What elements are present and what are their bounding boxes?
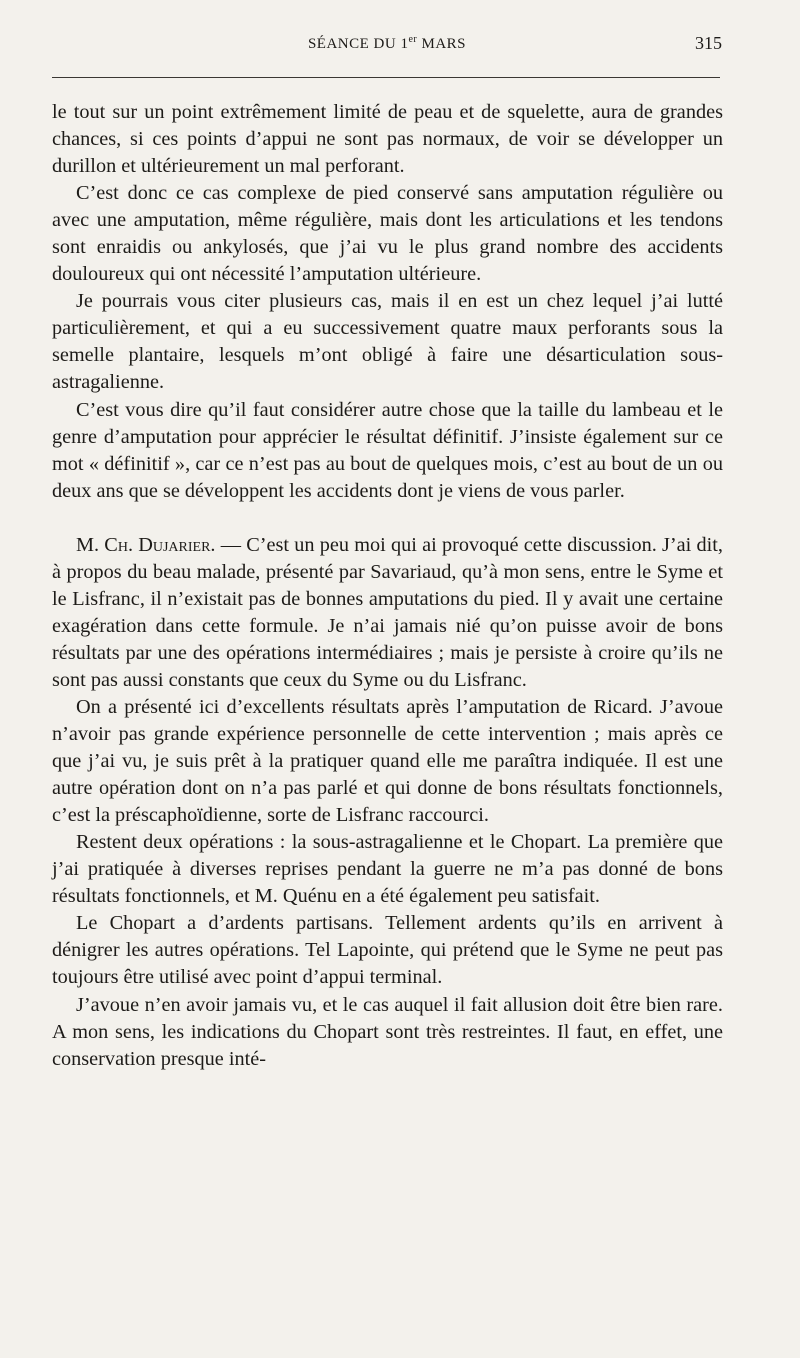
paragraph: On a présenté ici d’excellents résultats après l’amputation de Ricard. J’avoue n’avoir pas grande expérience personnelle de cette intervention ; mais après ce que j’ai vu, je suis prêt à la pratiquer quand elle me paraîtra indiquée. Il est une autre opération dont on n’a pas parlé et qui donne de bons résultats fonctionnels, c’est la préscaphoïdienne, sorte de Lisfranc raccourci. — [52, 695, 723, 827]
title-suffix: MARS — [417, 36, 467, 52]
page-number: 315 — [695, 33, 722, 53]
running-head-title — [52, 34, 722, 53]
body-text — [52, 99, 723, 1073]
speaker-name: M. Ch. Dujarier. — [76, 533, 216, 556]
paragraph: J’avoue n’en avoir jamais vu, et le cas auquel il fait allusion doit être bien rare. A mon sens, les indications du Chopart sont très restreintes. Il faut, en effet, une conservation presque inté- — [52, 993, 724, 1070]
speech-opening-text: — C’est un peu moi qui ai provoqué cette discussion. J’ai dit, à propos du beau malade, présenté par Savariaud, qu’à mon sens, entre le Syme et le Lisfranc, il n’existait pas de bonnes amputations du pied. Il y avait une certaine exagération dans cette formule. Je n’ai jamais nié qu’on puisse avoir de bons résultats par une des opérations intermédiaires ; mais je persiste à croire qu’ils ne sont pas aussi constants que ceux du Syme ou du Lisfranc. — [52, 533, 723, 691]
paragraph: Je pourrais vous citer plusieurs cas, mais il en est un chez lequel j’ai lutté particulièrement, et qui a eu successivement quatre maux perforants sous la semelle plantaire, lesquels m’ont obligé à faire une désarticulation sous-astragalienne. — [52, 290, 723, 394]
paragraph: C’est donc ce cas complexe de pied conservé sans amputation régulière ou avec une amputation, même régulière, mais dont les articulations et les tendons sont enraidis ou ankylosés, que j’ai vu le plus grand nombre des accidents douloureux qui ont nécessité l’amputation ultérieure. — [52, 182, 723, 286]
paragraph: le tout sur un point extrêmement limité de peau et de squelette, aura de grandes chances, si ces points d’appui ne sont pas normaux, de voir se développer un durillon et ultérieurement un mal perforant. — [52, 101, 723, 178]
speech-opening-paragraph — [52, 532, 723, 694]
title-prefix: SÉANCE DU 1 — [307, 36, 409, 52]
header-divider — [52, 77, 720, 78]
paragraph: C’est vous dire qu’il faut considérer autre chose que la taille du lambeau et le genre d’amputation pour apprécier le résultat définitif. J’insiste également sur ce mot « définitif », car ce n’est pas au bout de quelques mois, c’est au bout de un ou deux ans que se développent les accidents dont je viens de vous parler. — [52, 398, 723, 502]
title-superscript: er — [408, 34, 418, 45]
paragraph: Restent deux opérations : la sous-astragalienne et le Chopart. La première que j’ai pratiquée à diverses reprises pendant la guerre ne m’a pas donné de bons résultats fonctionnels, et M. Quénu en a été également peu satisfait. — [52, 831, 723, 908]
running-head — [52, 34, 722, 58]
paragraph: Le Chopart a d’ardents partisans. Tellement ardents qu’ils en arrivent à dénigrer les autres opérations. Tel Lapointe, qui prétend que le Syme ne peut pas toujours être utilisé avec point d’appui terminal. — [52, 912, 723, 989]
